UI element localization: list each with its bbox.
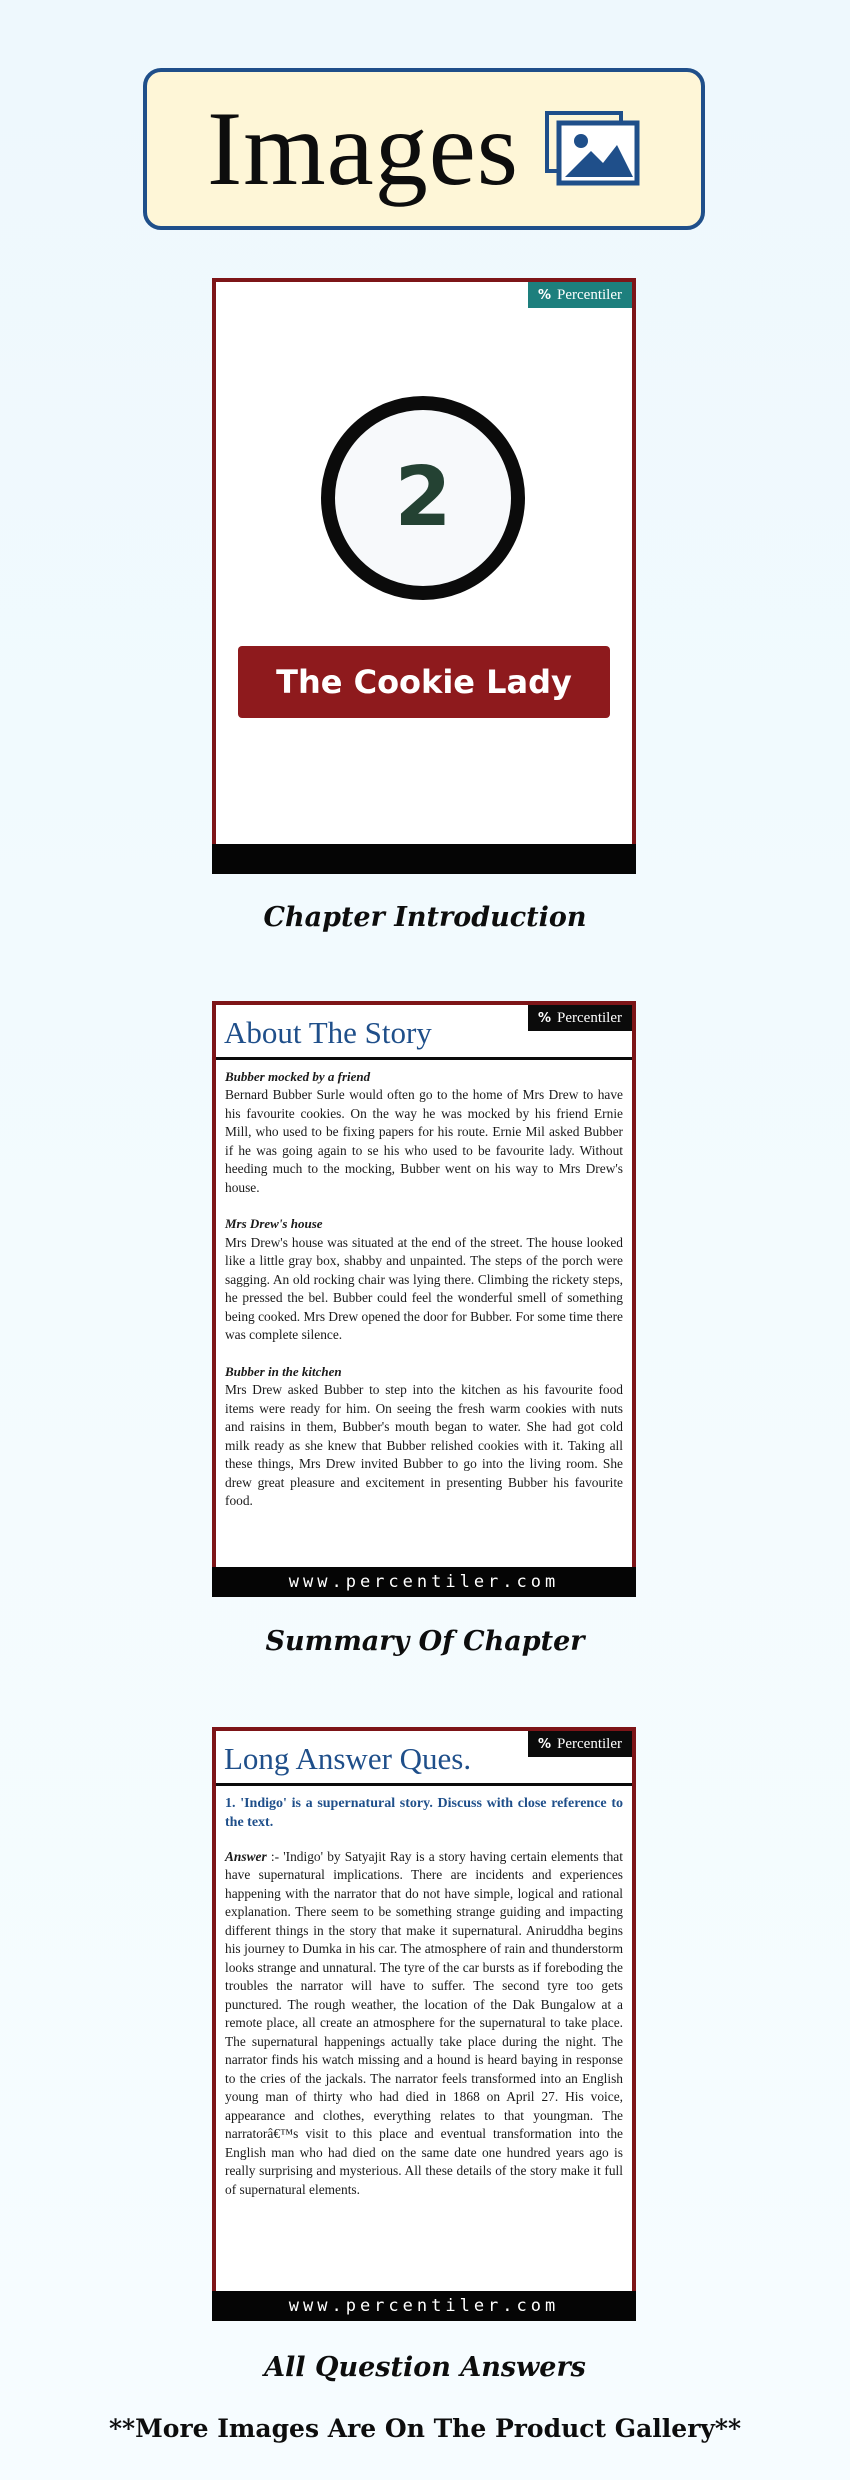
- section-subheading: Mrs Drew's house: [225, 1216, 323, 1232]
- brand-tag: [528, 282, 632, 308]
- header-banner: [143, 68, 705, 230]
- brand-name: Percentiler: [557, 1735, 622, 1752]
- caption-summary: Summary Of Chapter: [265, 1626, 585, 1657]
- section-text: Mrs Drew's house was situated at the end of the street. The house looked like a little gray box, shabby and unpainted. The steps of the porch were sagging. An old rocking chair was lying there. Climbing the rickety steps, he pressed the bel. Bubber could feel the wonderful smell of something being cooked. Mrs Drew opened the door for Bubber. For some time there was complete silence.: [225, 1234, 623, 1343]
- header-title: Images: [206, 90, 520, 207]
- qa-heading: Long Answer Ques.: [224, 1741, 472, 1776]
- caption-chapter-introduction: Chapter Introduction: [263, 902, 587, 933]
- gallery-note: **More Images Are On The Product Gallery**: [108, 2414, 742, 2443]
- brand-name: Percentiler: [557, 286, 622, 303]
- answer-text: :- 'Indigo' by Satyajit Ray is a story having certain elements that have supernatural implications. There are incidents and experiences happening with the narrator that do not have simple, logical and rational explanation. There seem to be something strange guiding and impacting different things in the story that make it supernatural. Aniruddha begins his journey to Dumka in his car. The atmosphere of rain and thunderstorm looks strange and unnatural. The tyre of the car bursts as if foreboding the troubles the narrator will have to suffer. The second tyre too gets punctured. The rough weather, the location of the Dak Bungalow at a remote place, all create an atmosphere for the supernatural to take place. The supernatural happenings actually take place during the night. The narrator finds his watch missing and a hound is heard baying in response to the cries of the jackals. The narrator feels transformed into an English young man of thirty who had died in 1868 on April 27. His voice, appearance and clothes, everything relates to that youngman. The narratorâ€™s visit to this place and eventual transformation into the English man who had died on the same date one hundred years ago is really surprising and mysterious. All these details of the story make it full of supernatural elements.: [225, 1848, 623, 2197]
- summary-section: [225, 1363, 623, 1511]
- chapter-title: The Cookie Lady: [238, 646, 610, 718]
- qa-body: [216, 1786, 632, 2200]
- website-footer: www.percentiler.com: [212, 1567, 636, 1597]
- brand-name: Percentiler: [557, 1009, 622, 1026]
- summary-heading: About The Story: [224, 1015, 432, 1050]
- summary-card: [212, 1001, 636, 1597]
- summary-body: [216, 1060, 632, 1511]
- percent-icon: %: [538, 1736, 552, 1752]
- chapter-number-circle: [321, 396, 525, 600]
- brand-tag: [528, 1731, 632, 1757]
- chapter-number: 2: [394, 450, 452, 545]
- card-footer-bar: [212, 844, 636, 874]
- summary-section: [225, 1068, 623, 1198]
- section-text: Mrs Drew asked Bubber to step into the kitchen as his favourite food items were ready for him. On seeing the fresh warm cookies with nuts and raisins in them, Bubber's mouth began to water. She had got cold milk ready as she knew that Bubber relished cookies with it. Taking all these things, Mrs Drew invited Bubber to go into the living room. She drew great pleasure and excitement in presenting Bubber his favourite food.: [225, 1382, 623, 1509]
- percent-icon: %: [538, 287, 552, 303]
- summary-section: [225, 1215, 623, 1345]
- section-text: Bernard Bubber Surle would often go to the home of Mrs Drew to have his favourite cookies. On the way he was mocked by his friend Ernie Mill, who used to be fixing papers for his route. Ernie Mil asked Bubber if he was going again to se his who used to be favourite lady. Without heeding much to the mocking, Bubber went on his way to Mrs Drew's house.: [225, 1087, 623, 1195]
- answer-label: Answer: [225, 1848, 267, 1864]
- answer-paragraph: [225, 1848, 623, 2200]
- image-gallery-icon: [545, 111, 641, 187]
- section-subheading: Bubber mocked by a friend: [225, 1068, 371, 1084]
- question-text: 1. 'Indigo' is a supernatural story. Discuss with close reference to the text.: [225, 1795, 623, 1830]
- chapter-cover-card: [212, 278, 636, 874]
- qa-card: [212, 1727, 636, 2321]
- section-subheading: Bubber in the kitchen: [225, 1363, 342, 1379]
- percent-icon: %: [538, 1010, 552, 1026]
- caption-qa: All Question Answers: [264, 2352, 586, 2383]
- brand-tag: [528, 1005, 632, 1031]
- website-footer: www.percentiler.com: [212, 2291, 636, 2321]
